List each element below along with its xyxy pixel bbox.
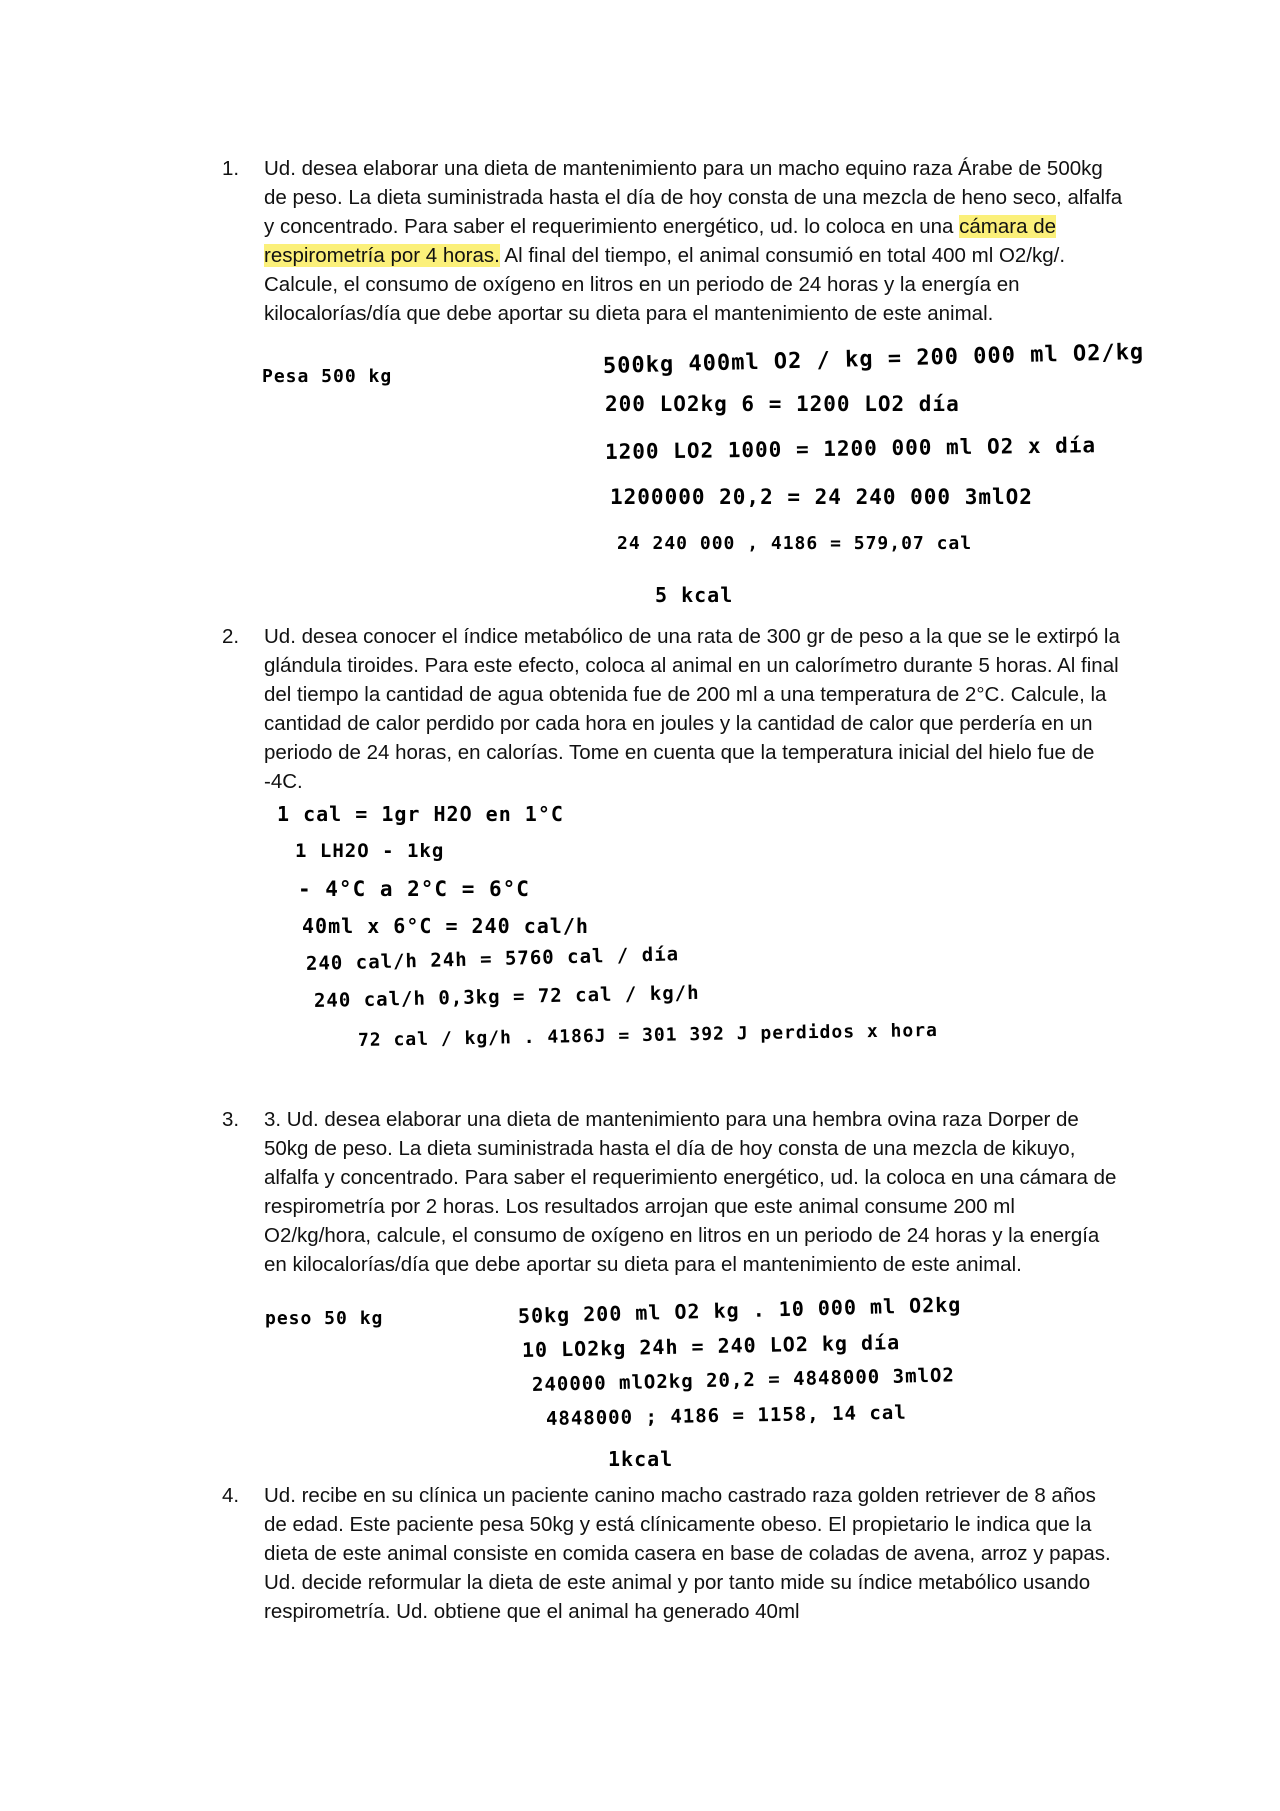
handwritten-note: 10 LO2kg 24h = 240 LO2 kg día xyxy=(521,1330,901,1362)
handwritten-note: 1 LH2O - 1kg xyxy=(295,840,445,862)
handwritten-note: 24 240 000 , 4186 = 579,07 cal xyxy=(617,533,973,554)
handwritten-note: 1200 LO2 1000 = 1200 000 ml O2 x día xyxy=(604,433,1097,464)
handwritten-note: 240 cal/h 0,3kg = 72 cal / kg/h xyxy=(313,981,700,1012)
handwritten-note: 200 LO2kg 6 = 1200 LO2 día xyxy=(605,392,960,416)
question-number: 1. xyxy=(222,157,240,180)
handwritten-note: 4848000 ; 4186 = 1158, 14 cal xyxy=(545,1401,907,1430)
handwritten-note: 500kg 400ml O2 / kg = 200 000 ml O2/kg xyxy=(602,339,1145,379)
handwritten-note: 240 cal/h 24h = 5760 cal / día xyxy=(305,943,680,975)
highlighted-text: cámara de respirometría por 4 horas. xyxy=(264,215,1057,267)
handwritten-note: 72 cal / kg/h . 4186J = 301 392 J perdidos x hora xyxy=(357,1019,939,1051)
handwritten-note: 50kg 200 ml O2 kg . 10 000 ml O2kg xyxy=(517,1292,962,1328)
handwritten-note: - 4°C a 2°C = 6°C xyxy=(298,877,530,901)
question-text: 3. Ud. desea elaborar una dieta de mantenimiento para una hembra ovina raza Dorper de 50kg de peso. La dieta suministrada hasta el día de hoy consta de una mezcla de kikuyo, alfalfa y concentrado. Para saber el requerimiento energético, ud. la coloca en una cámara de respirometría por 2 horas. Los resultados arrojan que este animal consume 200 ml O2/kg/hora, calcule, el consumo de oxígeno en litros en un periodo de 24 horas y la energía en kilocalorías/día que debe aportar su dieta para el mantenimiento de este animal. xyxy=(264,1108,1117,1276)
question-text: Ud. desea conocer el índice metabólico de una rata de 300 gr de peso a la que se le extirpó la glándula tiroides. Para este efecto, coloca al animal en un calorímetro durante 5 horas. Al final del tiempo la cantidad de agua obtenida fue de 200 ml a una temperatura de 2°C. Calcule, la cantidad de calor perdido por cada hora en joules y la cantidad de calor que perdería en un periodo de 24 horas, en calorías. Tome en cuenta que la temperatura inicial del hielo fue de -4C. xyxy=(264,625,1120,793)
question-text: Ud. desea elaborar una dieta de mantenimiento para un macho equino raza Árabe de 500kg de peso. La dieta suministrada hasta el día de hoy consta de una mezcla de heno seco, alfalfa y concentrado. Para saber el requerimiento energético, ud. lo coloca en una cámara de respirometría por 4 horas. Al final del tiempo, el animal consumió en total 400 ml O2/kg/. Calcule, el consumo de oxígeno en litros en un periodo de 24 horas y la energía en kilocalorías/día que debe aportar su dieta para el mantenimiento de este animal. xyxy=(264,157,1123,325)
question-text: Ud. recibe en su clínica un paciente canino macho castrado raza golden retriever de 8 años de edad. Este paciente pesa 50kg y está clínicamente obeso. El propietario le indica que la dieta de este animal consiste en comida casera en base de coladas de avena, arroz y papas. Ud. decide reformular la dieta de este animal y por tanto mide su índice metabólico usando respirometría. Ud. obtiene que el animal ha generado 40ml xyxy=(264,1484,1111,1623)
question-number: 4. xyxy=(222,1484,240,1507)
handwritten-note: 240000 mlO2kg 20,2 = 4848000 3mlO2 xyxy=(531,1364,956,1396)
question-number: 3. xyxy=(222,1108,240,1131)
handwritten-note: 5 kcal xyxy=(655,583,734,607)
handwritten-note: 1 cal = 1gr H2O en 1°C xyxy=(277,802,564,826)
handwritten-note: 1kcal xyxy=(608,1447,674,1471)
handwritten-note: 40ml x 6°C = 240 cal/h xyxy=(302,914,589,938)
handwritten-note: 1200000 20,2 = 24 240 000 3mlO2 xyxy=(610,485,1033,509)
question-number: 2. xyxy=(222,625,240,648)
handwritten-note: peso 50 kg xyxy=(265,1308,384,1329)
handwritten-note: Pesa 500 kg xyxy=(262,366,393,387)
